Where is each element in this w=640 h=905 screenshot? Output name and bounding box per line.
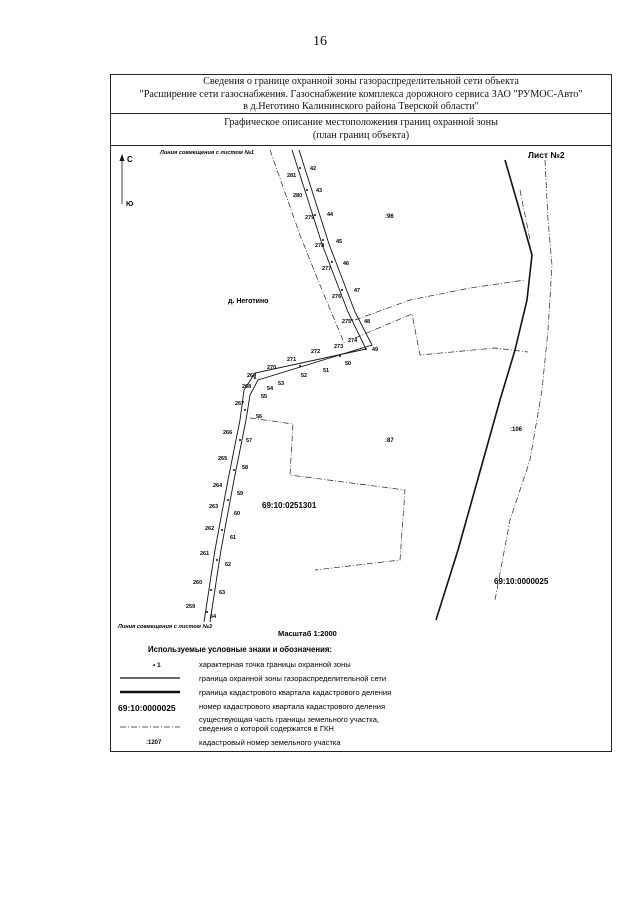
svg-text:281: 281	[287, 173, 297, 179]
svg-text:64: 64	[210, 614, 217, 620]
svg-text:53: 53	[278, 381, 285, 387]
svg-text:характерная точка границы охра: характерная точка границы охранной зоны	[199, 660, 351, 669]
header-line-2: "Расширение сети газоснабжения. Газоснабжение комплекса дорожного сервиса ЗАО "РУМОС-Авто"	[139, 88, 583, 100]
svg-text:260: 260	[193, 580, 203, 586]
svg-text:57: 57	[246, 438, 253, 444]
scale-label: Масштаб 1:2000	[278, 629, 337, 638]
svg-text:номер кадастрового квартала ка: номер кадастрового квартала кадастрового деления	[199, 702, 386, 711]
svg-text:269: 269	[247, 373, 257, 379]
legend-row-point	[153, 660, 351, 669]
svg-text:263: 263	[209, 504, 219, 510]
svg-text:42: 42	[310, 166, 317, 172]
svg-text:271: 271	[287, 357, 297, 363]
svg-text:• 1: • 1	[153, 662, 161, 669]
parcel-label-87: :87	[385, 438, 394, 444]
legend-row-quarter-boundary	[120, 688, 391, 697]
north-label: С	[127, 155, 133, 164]
svg-text:60: 60	[234, 511, 241, 517]
quarter-label-2: 69:10:0000025	[494, 577, 549, 586]
svg-text:272: 272	[311, 349, 321, 355]
legend-row-zone-boundary	[120, 674, 386, 683]
characteristic-points	[206, 167, 367, 613]
svg-text:275: 275	[342, 319, 352, 325]
page-number: 16	[313, 34, 327, 49]
protection-zone-boundary	[204, 150, 372, 622]
quarter-label-1: 69:10:0251301	[262, 501, 317, 510]
header-line-1: Сведения о границе охранной зоны газораспределительной сети объекта	[203, 76, 519, 87]
svg-text:268: 268	[242, 384, 252, 390]
svg-text:274: 274	[348, 338, 358, 344]
svg-text:граница кадастрового квартала: граница кадастрового квартала кадастрового деления	[199, 688, 392, 697]
svg-text:54: 54	[267, 386, 274, 392]
svg-text:49: 49	[372, 347, 379, 353]
svg-text:46: 46	[343, 261, 350, 267]
svg-text:58: 58	[242, 465, 249, 471]
subheader-line-2: (план границ объекта)	[312, 129, 410, 141]
svg-text:59: 59	[237, 491, 244, 497]
svg-text:45: 45	[336, 239, 343, 245]
legend-row-existing-boundary	[120, 715, 381, 733]
svg-text:69:10:0000025: 69:10:0000025	[118, 703, 176, 713]
combine-line-bottom: Линия совмещения с листом №3	[118, 624, 212, 630]
parcel-label-96: :96	[385, 214, 394, 220]
svg-text:55: 55	[261, 394, 268, 400]
svg-text:278: 278	[315, 243, 325, 249]
village-label: д. Неготино	[228, 298, 269, 305]
svg-text:63: 63	[219, 590, 226, 596]
svg-text:277: 277	[322, 266, 332, 272]
svg-text:279: 279	[305, 215, 315, 221]
legend-row-quarter-number	[118, 702, 385, 713]
combine-line-top: Линия совмещения с листом №1	[160, 150, 254, 156]
svg-text:273: 273	[334, 344, 344, 350]
svg-text:48: 48	[364, 319, 371, 325]
compass-arrow-icon	[120, 154, 125, 204]
svg-text:264: 264	[213, 483, 223, 489]
sheet-number: Лист №2	[528, 150, 565, 160]
svg-text:266: 266	[223, 430, 233, 436]
subheader-line-1: Графическое описание местоположения границ охранной зоны	[224, 117, 498, 128]
point-labels-right	[210, 166, 378, 620]
svg-text:граница охранной зоны газорасп: граница охранной зоны газораспределительной сети	[199, 674, 387, 683]
svg-text:259: 259	[186, 604, 196, 610]
svg-text:43: 43	[316, 188, 323, 194]
svg-text:существующая часть границы зем: существующая часть границы земельного участка, сведения о которой содержатся в ГКН	[199, 715, 380, 733]
svg-text:276: 276	[332, 294, 342, 300]
svg-text:кадастровый номер земельного у: кадастровый номер земельного участка	[199, 738, 341, 747]
legend-title: Используемые условные знаки и обозначения:	[148, 645, 333, 654]
svg-text:56: 56	[256, 414, 263, 420]
svg-text:267: 267	[235, 401, 245, 407]
parcel-label-106: :106	[510, 427, 523, 433]
svg-text:262: 262	[205, 526, 215, 532]
svg-text:44: 44	[327, 212, 334, 218]
svg-text:261: 261	[200, 551, 210, 557]
cadastral-quarter-boundary	[436, 160, 532, 620]
svg-text:61: 61	[230, 535, 237, 541]
svg-text:62: 62	[225, 562, 232, 568]
svg-text:52: 52	[301, 373, 308, 379]
svg-text:47: 47	[354, 288, 361, 294]
legend-row-parcel-number	[146, 738, 341, 747]
svg-text::1207: :1207	[146, 740, 162, 746]
header-line-3: в д.Неготино Калининского района Тверской области"	[243, 101, 479, 112]
svg-text:51: 51	[323, 368, 330, 374]
svg-text:270: 270	[267, 365, 277, 371]
svg-text:265: 265	[218, 456, 228, 462]
svg-text:50: 50	[345, 361, 352, 367]
svg-text:280: 280	[293, 193, 303, 199]
south-label: Ю	[126, 201, 134, 208]
